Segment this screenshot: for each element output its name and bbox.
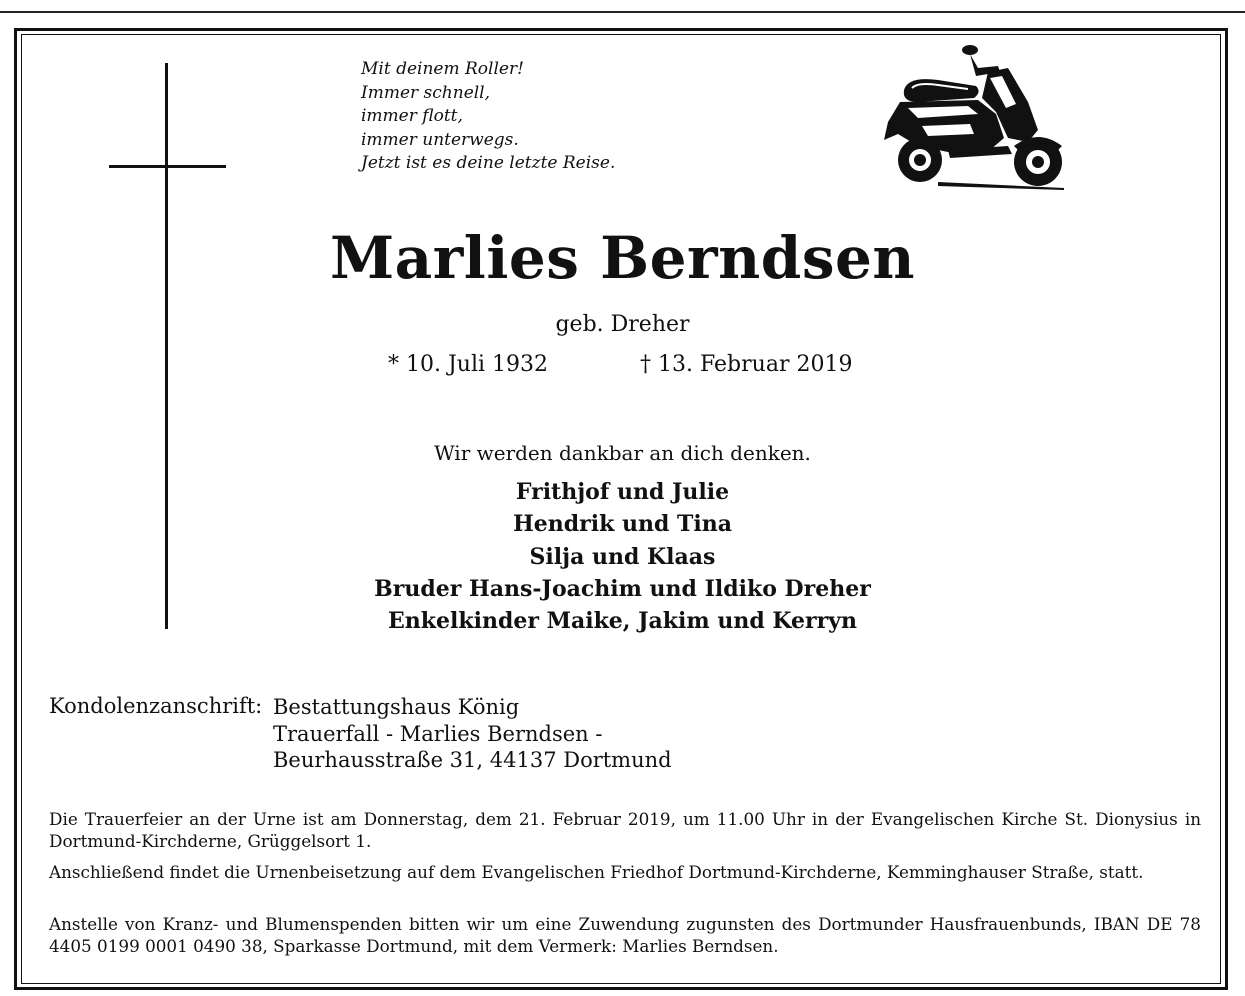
deceased-name: Marlies Berndsen: [329, 224, 916, 292]
mourner-entry: Bruder Hans-Joachim und Ildiko Dreher: [374, 575, 871, 602]
poem-line: Mit deinem Roller!: [361, 59, 524, 79]
condolence-label: Kondolenzanschrift:: [49, 694, 263, 718]
mourner-entry: Enkelkinder Maike, Jakim und Kerryn: [388, 608, 857, 635]
burial-paragraph: Anschließend findet die Urnenbeisetzung auf dem Evangelischen Friedhof Dortmund-Kirchderne, Kemminghauser Straße, statt.: [49, 862, 1144, 882]
poem-line: Immer schnell,: [361, 82, 491, 103]
maiden-name: geb. Dreher: [555, 312, 690, 337]
condolence-line: Bestattungshaus König: [273, 695, 520, 719]
poem-line: immer flott,: [361, 106, 463, 126]
poem-line: Jetzt ist es deine letzte Reise.: [361, 153, 616, 173]
poem: [361, 58, 615, 176]
death-date: † 13. Februar 2019: [640, 352, 853, 377]
mourner-entry: Silja und Klaas: [529, 543, 716, 570]
birth-date: * 10. Juli 1932: [388, 352, 549, 377]
mourner-entry: Frithjof und Julie: [515, 479, 730, 505]
donation-paragraph: Anstelle von Kranz- und Blumenspenden bitten wir um eine Zuwendung zugunsten des Dortmunder Hausfrauenbunds, IBAN DE 78 4405 0199 0001 0490 38, Sparkasse Dortmund, mit dem Vermerk: Marlies Berndsen.: [49, 914, 1201, 956]
mourner-entry: Hendrik und Tina: [512, 511, 733, 538]
thanks-line: Wir werden dankbar an dich denken.: [434, 441, 811, 465]
cross-horizontal-bar: [109, 165, 226, 168]
ceremony-paragraph: Die Trauerfeier an der Urne ist am Donnerstag, dem 21. Februar 2019, um 11.00 Uhr in der Evangelischen Kirche St. Dionysius in Dortmund-Kirchderne, Grüggelsort 1.: [49, 809, 1201, 851]
poem-line: immer unterwegs.: [361, 129, 519, 150]
mourners-list: [0, 476, 1245, 637]
condolence-address: [273, 694, 672, 774]
scooter-icon: [878, 42, 1064, 190]
condolence-line: Trauerfall - Marlies Berndsen -: [273, 721, 603, 746]
top-rule: [0, 11, 1245, 13]
condolence-line: Beurhausstraße 31, 44137 Dortmund: [273, 748, 672, 772]
